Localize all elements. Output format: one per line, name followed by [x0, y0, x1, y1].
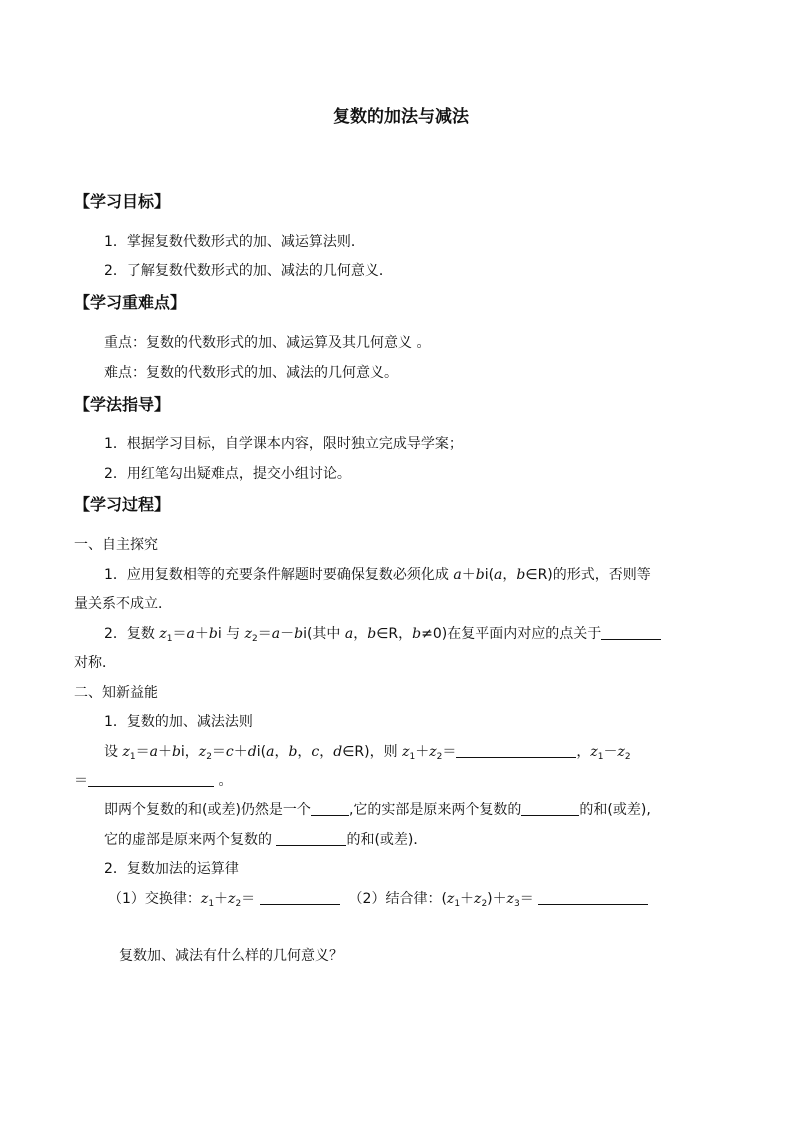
- summary-line-2: 它的虚部是原来两个复数的 的和(或差)．: [104, 832, 428, 848]
- sum-answer-blank[interactable]: [456, 743, 576, 758]
- exploration-item-1-cont: 量关系不成立．: [74, 596, 172, 612]
- rule-statement: 设 $z_1=a+bi$，$z_2=c+di(a$，b，c，d∈R)，则 $z_1+z_2=$ ，$z_1-z_2$: [104, 744, 631, 762]
- rule-statement-cont: ＝ 。: [74, 773, 233, 789]
- imaginary-part-blank[interactable]: [276, 831, 346, 846]
- exploration-item-2: 2．复数 $z_1=a+bi$ 与 $z_2=a-bi$(其中 a，b∈R，b≠0)在复平面内对应的点关于: [104, 624, 661, 649]
- difference-answer-blank[interactable]: [88, 772, 214, 787]
- summary-line-1: 即两个复数的和(或差)仍然是一个 ,它的实部是原来两个复数的 的和(或差),: [104, 802, 651, 818]
- symmetry-answer-blank[interactable]: [601, 625, 661, 640]
- geometric-question: 复数加、减法有什么样的几何意义？: [119, 948, 343, 964]
- associative-answer-blank[interactable]: [538, 890, 648, 905]
- rule-title: 1．复数的加、减法法则: [104, 714, 253, 730]
- laws-line: （1）交换律：$z_1+z_2=$ （2）结合律：$(z_1+z_2)+z_3=$: [108, 889, 648, 914]
- method-item-1: 1．根据学习目标，自学课本内容，限时独立完成导学案；: [104, 436, 463, 452]
- result-type-blank[interactable]: [311, 801, 349, 816]
- exploration-item-2-cont: 对称．: [74, 655, 116, 671]
- page-title: 复数的加法与减法: [333, 107, 469, 127]
- key-points-heading: 【学习重难点】: [74, 293, 187, 312]
- goal-item-2: 2．了解复数代数形式的加、减法的几何意义．: [104, 263, 393, 279]
- commutative-answer-blank[interactable]: [260, 890, 340, 905]
- process-heading: 【学习过程】: [74, 495, 171, 514]
- method-item-2: 2．用红笔勾出疑难点，提交小组讨论。: [104, 466, 351, 482]
- exploration-item-1: 1．应用复数相等的充要条件解题时要确保复数必须化成 a＋bi(a，b∈R)的形式，否则等: [104, 567, 651, 583]
- laws-title: 2．复数加法的运算律: [104, 861, 239, 877]
- goals-heading: 【学习目标】: [74, 192, 171, 211]
- key-point-2: 难点：复数的代数形式的加、减法的几何意义。: [104, 365, 398, 381]
- part2-title: 二、知新益能: [74, 685, 158, 701]
- key-point-1: 重点：复数的代数形式的加、减运算及其几何意义 。: [104, 335, 431, 351]
- part1-title: 一、自主探究: [74, 537, 158, 553]
- real-part-blank[interactable]: [521, 801, 579, 816]
- method-heading: 【学法指导】: [74, 395, 171, 414]
- goal-item-1: 1．掌握复数代数形式的加、减运算法则．: [104, 234, 365, 250]
